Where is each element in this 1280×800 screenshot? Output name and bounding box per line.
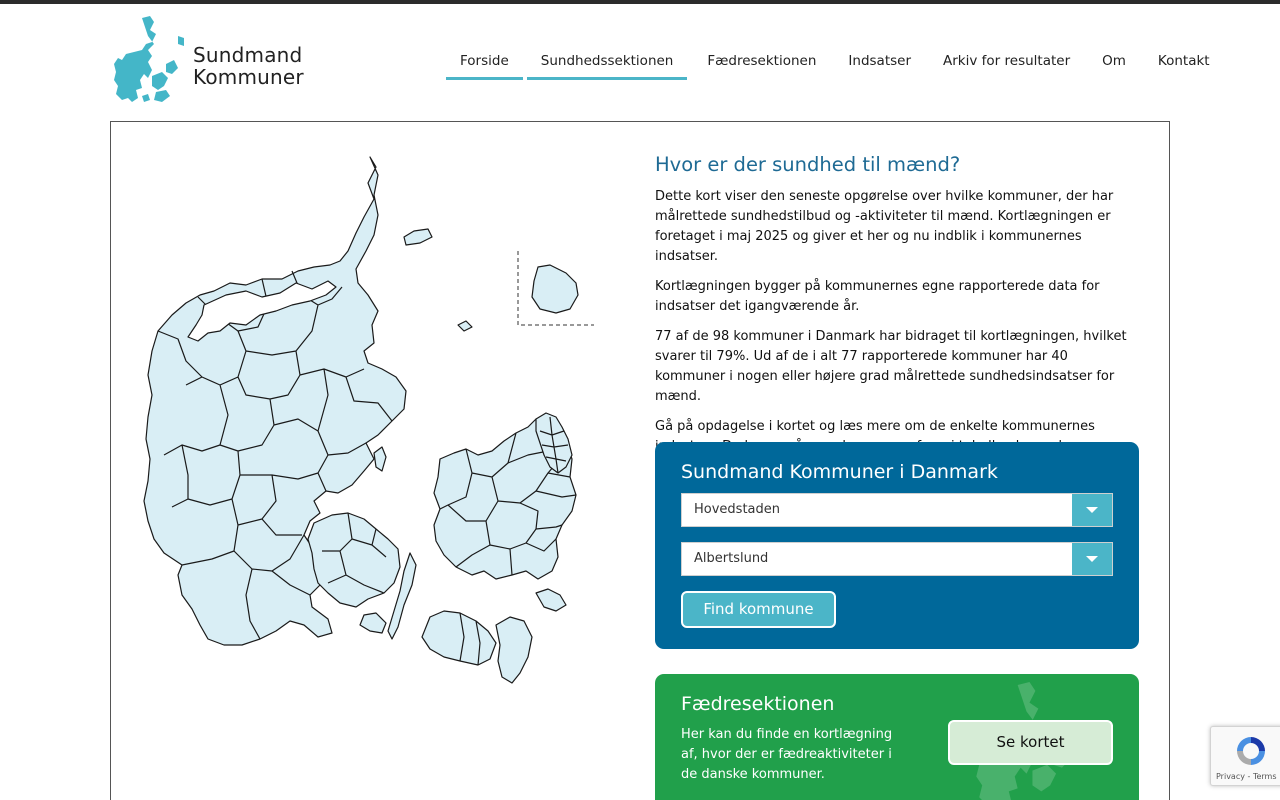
recaptcha-badge[interactable]	[1210, 726, 1280, 786]
see-map-button[interactable]: Se kortet	[948, 720, 1113, 765]
page-title: Hvor er der sundhed til mænd?	[655, 153, 961, 176]
find-municipality-button[interactable]: Find kommune	[681, 591, 836, 628]
denmark-logo-icon	[112, 16, 186, 104]
municipality-select[interactable]	[681, 542, 1113, 576]
municipality-select-value: Albertslund	[694, 551, 769, 566]
intro-paragraph-1: Dette kort viser den seneste opgørelse over hvilke kommuner, der har målrettede sundhedstilbud og -aktiviteter til mænd. Kortlægningen er foretaget i maj 2025 og giver et her og nu indblik i kommunernes indsatser.	[655, 189, 1114, 264]
recaptcha-icon	[1233, 733, 1269, 769]
faedre-text: Her kan du finde en kortlægning af, hvor der er fædreaktiviteter i de danske kommuner.	[681, 727, 893, 782]
nav-item-arkiv[interactable]: Arkiv for resultater	[943, 53, 1071, 69]
chevron-down-icon	[1072, 494, 1112, 526]
map-region-anholt	[458, 321, 472, 331]
main-nav	[446, 44, 1226, 80]
nav-item-kontakt[interactable]: Kontakt	[1157, 53, 1210, 69]
faedre-title: Fædresektionen	[681, 693, 835, 715]
site-logo[interactable]	[112, 16, 312, 106]
map-region-laesoe	[404, 229, 432, 245]
nav-item-sundhedssektionen[interactable]: Sundhedssektionen	[527, 44, 688, 80]
map-region-funen	[308, 513, 400, 607]
intro-paragraph-2: Kortlægningen bygger på kommunernes egne rapporterede data for indsatser det igangværende år.	[655, 279, 1100, 314]
finder-title: Sundmand Kommuner i Danmark	[681, 461, 998, 483]
nav-item-indsatser[interactable]: Indsatser	[848, 53, 912, 69]
intro-paragraph-3: 77 af de 98 kommuner i Danmark har bidraget til kortlægningen, hvilket svarer til 79%. Ud af de i alt 77 rapporterede kommuner har 40 kommuner i nogen eller højere grad målrettede sundhedsindsatser for mænd.	[655, 329, 1127, 404]
denmark-municipality-map[interactable]	[142, 155, 598, 685]
faedre-section-card	[655, 674, 1139, 800]
logo-line-1: Sundmand	[193, 43, 303, 67]
region-select[interactable]	[681, 493, 1113, 527]
map-region-falster	[496, 617, 532, 683]
top-border	[0, 0, 1280, 4]
map-region-aeroe	[360, 613, 386, 633]
map-region-bornholm	[532, 265, 578, 313]
logo-line-2: Kommuner	[193, 65, 304, 89]
nav-item-forside[interactable]: Forside	[446, 44, 523, 80]
nav-item-faedresektionen[interactable]: Fædresektionen	[707, 53, 817, 69]
municipality-finder	[655, 442, 1139, 649]
map-region-samsoe	[374, 447, 386, 471]
map-region-moen	[536, 589, 566, 611]
chevron-down-icon	[1072, 543, 1112, 575]
recaptcha-links[interactable]: Privacy - Terms	[1216, 772, 1277, 781]
intro-paragraph-4: Gå på opdagelse i kortet og læs mere om de enkelte kommunernes	[655, 419, 1095, 434]
logo-wordmark	[193, 44, 304, 88]
nav-item-om[interactable]: Om	[1102, 53, 1126, 69]
map-region-lolland	[422, 611, 496, 665]
intro-section	[655, 152, 1139, 467]
region-select-value: Hovedstaden	[694, 502, 780, 517]
